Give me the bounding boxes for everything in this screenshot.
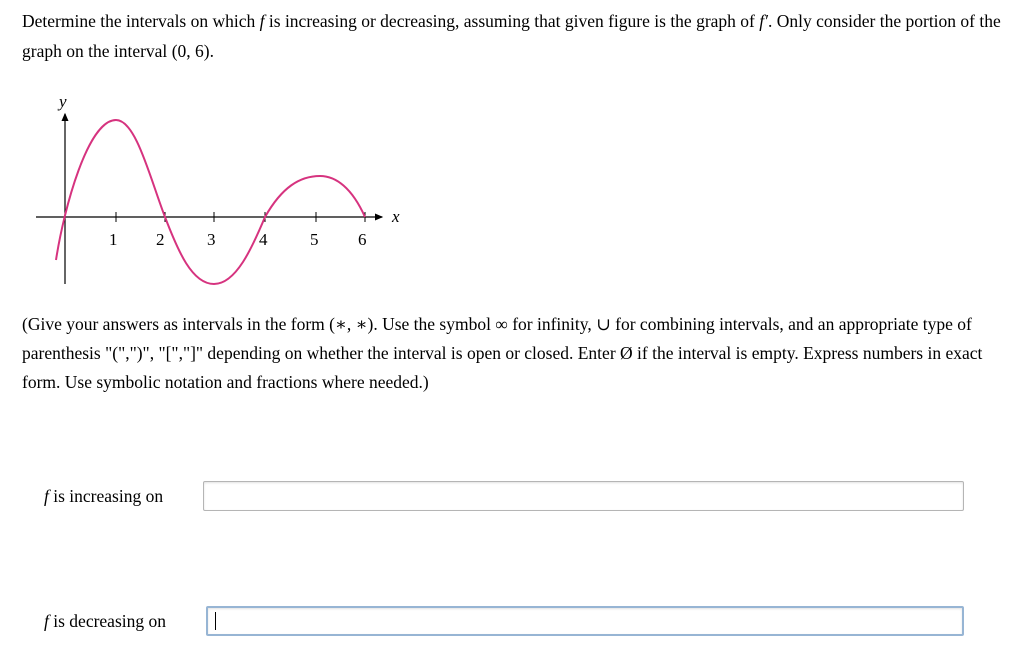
fprime-curve: [56, 120, 365, 284]
increasing-label-text: is increasing on: [48, 486, 164, 506]
decreasing-answer-row: [44, 606, 964, 638]
decreasing-input-wrap: [206, 606, 964, 636]
x-tick-label-4: 4: [259, 230, 268, 249]
text-caret: [215, 612, 216, 630]
decreasing-label: [44, 611, 166, 632]
y-axis-label: y: [59, 92, 67, 111]
problem-interval: (0, 6): [171, 41, 210, 61]
problem-statement: [22, 6, 1012, 66]
x-tick-label-6: 6: [358, 230, 367, 249]
derivative-graph: [30, 88, 410, 293]
increasing-label: [44, 486, 163, 507]
x-axis-label: x: [392, 207, 400, 226]
increasing-input[interactable]: [203, 481, 964, 511]
decreasing-f-symbol: f: [44, 611, 49, 631]
increasing-f-symbol: f: [44, 486, 49, 506]
decreasing-input[interactable]: [206, 606, 964, 636]
x-tick-label-1: 1: [109, 230, 118, 249]
fprime-symbol: f′: [759, 11, 768, 31]
answer-instructions: (Give your answers as intervals in the form (∗, ∗). Use the symbol ∞ for infinity, ∪ for combining intervals, and an appropriate type of parenthesis "(",")", "[","]" depending on whether the interval is open or closed. Enter Ø if the interval is empty. Express numbers in exact form. Use symbolic notation and fractions where needed.): [22, 314, 983, 392]
x-tick-label-3: 3: [207, 230, 216, 249]
f-symbol: f: [259, 11, 265, 31]
x-tick-label-5: 5: [310, 230, 319, 249]
problem-text-4: .: [209, 41, 214, 61]
x-tick-label-2: 2: [156, 230, 165, 249]
problem-text-3: . Only consider the portion of the graph on the interval: [22, 11, 1001, 61]
decreasing-label-text: is decreasing on: [48, 611, 166, 631]
increasing-answer-row: [44, 481, 964, 513]
problem-text-1: Determine the intervals on which: [22, 11, 260, 31]
problem-text-2: is increasing or decreasing, assuming that given figure is the graph of: [264, 11, 760, 31]
